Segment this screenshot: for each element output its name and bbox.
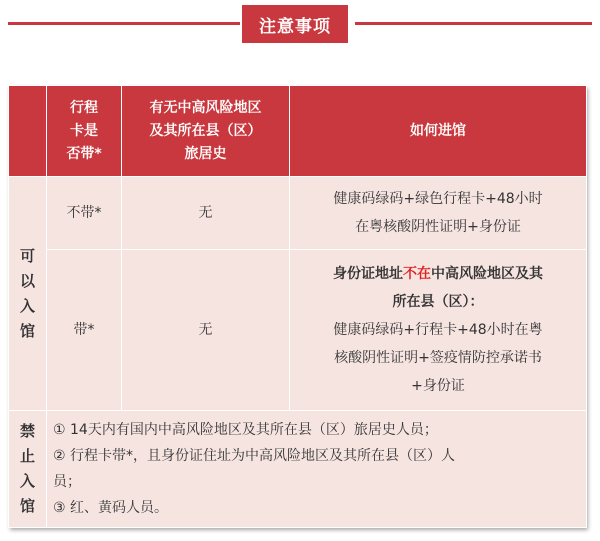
requirement-title-suffix: 中高风险地区及其 (431, 266, 543, 282)
header-divider-left (8, 22, 240, 25)
header-trip-card-line2: 卡是 (70, 122, 98, 139)
header-trip-card (47, 86, 122, 177)
table-row (9, 411, 587, 528)
header-trip-card-line1: 行程 (70, 99, 98, 116)
header-risk-history-line3: 旅居史 (184, 145, 227, 162)
header-corner (9, 86, 47, 177)
requirement-title-line2: 所在县（区）： (392, 294, 484, 310)
entry-requirements (290, 177, 587, 250)
header-trip-card-line3: 否带* (66, 145, 102, 162)
requirement-title (290, 260, 586, 288)
allowed-label (9, 177, 47, 411)
list-item: ③ 红、黄码人员。 (53, 500, 169, 516)
forbidden-label-char: 禁 (19, 422, 35, 440)
header-how-to-enter: 如何进馆 (290, 86, 587, 177)
list-item: ② 行程卡带*，且身份证住址为中高风险地区及其所在县（区）人 (53, 448, 455, 464)
allowed-label-char: 可 (19, 246, 35, 265)
forbidden-label-char: 止 (19, 447, 35, 465)
trip-card-value: 不带* (47, 177, 122, 250)
forbidden-label-char: 入 (19, 472, 35, 490)
allowed-label-char: 馆 (19, 321, 35, 340)
notice-table (8, 85, 586, 527)
requirement-line: +身份证 (411, 378, 465, 394)
forbidden-list (47, 411, 587, 528)
trip-card-value: 带* (47, 250, 122, 411)
forbidden-label-char: 馆 (19, 497, 35, 515)
list-item: ① 14天内有国内中高风险地区及其所在县（区）旅居史人员； (53, 422, 438, 438)
header-risk-history-line2: 及其所在县（区） (149, 122, 262, 139)
allowed-label-char: 以 (19, 271, 35, 290)
table-header-row (9, 86, 587, 177)
section-title: 注意事项 (242, 5, 348, 43)
entry-requirements (290, 250, 587, 411)
forbidden-label (9, 411, 47, 528)
requirement-title-highlight: 不在 (403, 266, 431, 282)
risk-history-value: 无 (122, 177, 290, 250)
header-risk-history (122, 86, 290, 177)
list-item: 员； (53, 474, 81, 490)
table-row (9, 250, 587, 411)
table-row (9, 177, 587, 250)
risk-history-value: 无 (122, 250, 290, 411)
requirement-line: 核酸阴性证明+签疫情防控承诺书 (334, 350, 542, 366)
requirement-line: 在粤核酸阴性证明+身份证 (355, 219, 521, 235)
requirement-line: 健康码绿码+绿色行程卡+48小时 (333, 191, 543, 207)
header-divider-right (355, 22, 592, 25)
requirement-line: 健康码绿码+行程卡+48小时在粤 (333, 322, 543, 338)
header-risk-history-line1: 有无中高风险地区 (149, 99, 262, 116)
section-header (0, 0, 600, 48)
requirement-title-prefix: 身份证地址 (333, 266, 403, 282)
allowed-label-char: 入 (19, 296, 35, 315)
